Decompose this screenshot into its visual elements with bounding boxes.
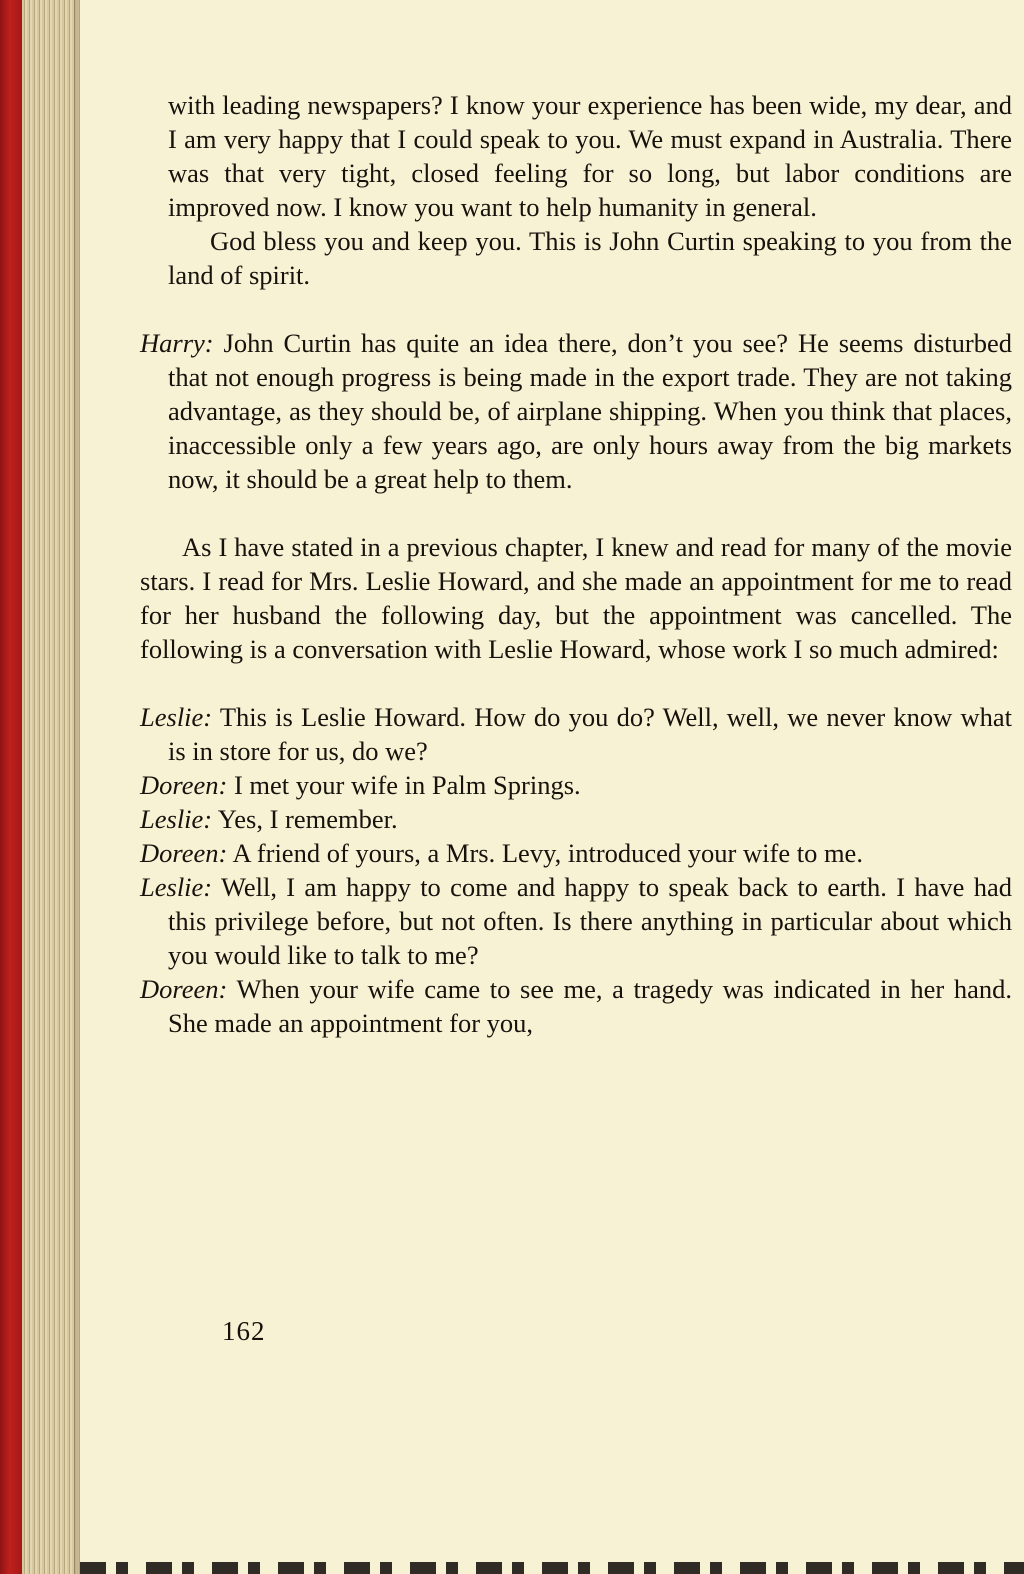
narration-paragraph: As I have stated in a previous chapter, I knew and read for many of the movie stars. I read for Mrs. Leslie Howard, and she made an appointment for me to read for her husband the following day, but the appointment was cancelled. The following is a conversation with Leslie Howard, whose work I so much admired: <box>140 532 1012 664</box>
blessing-paragraph: God bless you and keep you. This is John Curtin speaking to you from the land of spirit. <box>168 226 1012 290</box>
speaker-name: Doreen: <box>140 770 228 800</box>
dialogue-line <box>140 972 1012 1040</box>
speaker-name: Leslie: <box>140 872 213 902</box>
opening-paragraph: with leading newspapers? I know your experience has been wide, my dear, and I am very happy that I could speak to you. We must expand in Australia. There was that very tight, closed feeling for so long, but labor conditions are improved now. I know you want to help humanity in general. <box>168 90 1012 222</box>
harry-dialogue <box>140 326 1012 496</box>
dialogue-text: I met your wife in Palm Springs. <box>233 770 581 800</box>
speaker-name: Leslie: <box>140 804 213 834</box>
speaker-name: Harry: <box>140 328 214 358</box>
dialogue-line <box>140 836 1012 870</box>
speaker-name: Doreen: <box>140 974 228 1004</box>
dialogue-text: When your wife came to see me, a tragedy was indicated in her hand. She made an appointment for you, <box>168 974 1012 1038</box>
page-number: 162 <box>222 1316 266 1346</box>
book-spine-edge <box>0 0 22 1574</box>
speaker-name: Leslie: <box>140 702 213 732</box>
dialogue-text: This is Leslie Howard. How do you do? Well, well, we never know what is in store for us, do we? <box>168 702 1012 766</box>
dialogue-line <box>140 700 1012 768</box>
dialogue-text: Yes, I remember. <box>217 804 398 834</box>
dialogue-text: John Curtin has quite an idea there, don’t you see? He seems disturbed that not enough progress is being made in the export trade. They are not taking advantage, as they should be, of airplane shipping. When you think that places, inaccessible only a few years ago, are only hours away from the big markets now, it should be a great help to them. <box>168 328 1012 494</box>
dialogue-line <box>140 870 1012 972</box>
page-edges <box>22 0 80 1574</box>
dialogue-text: A friend of yours, a Mrs. Levy, introduced your wife to me. <box>232 838 863 868</box>
dialogue-line <box>140 802 1012 836</box>
dialogue-text: Well, I am happy to come and happy to speak back to earth. I have had this privilege before, but not often. Is there anything in particular about which you would like to talk to me? <box>168 872 1012 970</box>
page-text <box>140 88 1012 1040</box>
scan-bottom-edge <box>80 1562 1024 1574</box>
dialogue-line <box>140 768 1012 802</box>
speaker-name: Doreen: <box>140 838 228 868</box>
